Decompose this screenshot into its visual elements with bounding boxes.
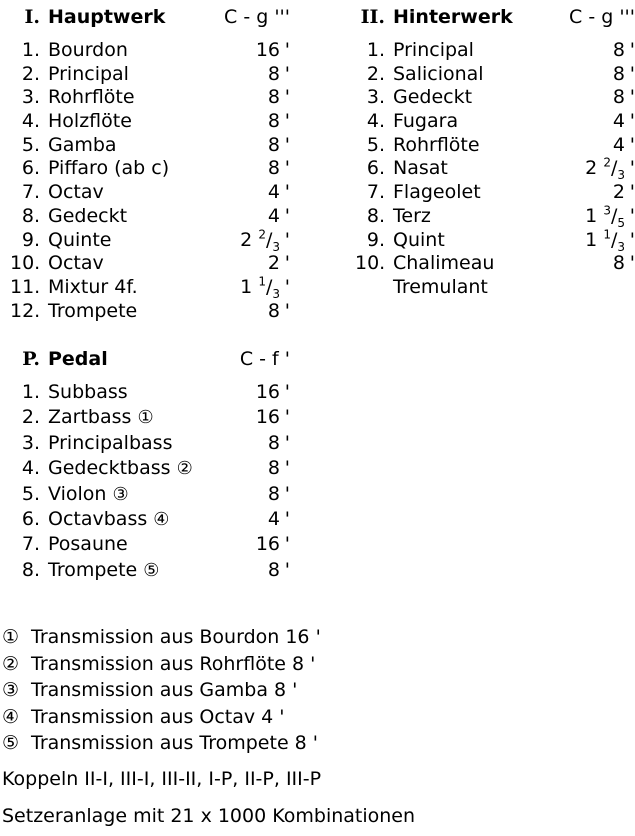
pitch-whole: 8 <box>612 86 625 109</box>
stop-row <box>10 405 290 430</box>
stop-number: 4. <box>366 110 385 133</box>
manual-hinterwerk <box>355 6 635 300</box>
feet-mark: ' <box>284 133 290 156</box>
stop-number: 5. <box>366 133 385 156</box>
stop-number: 2. <box>21 406 40 429</box>
feet-mark: ' <box>284 558 290 581</box>
stop-name-text: Tremulant <box>393 275 488 298</box>
stop-number: 12. <box>10 299 41 322</box>
stop-name <box>48 205 127 229</box>
stop-name <box>48 86 135 110</box>
footnote <box>2 704 321 731</box>
stop-number: 4. <box>21 110 40 133</box>
stop-row <box>10 86 290 110</box>
pitch-whole: 8 <box>267 482 280 505</box>
footnote-marker: ③ <box>2 679 20 701</box>
stop-name-text: Rohrflöte <box>393 133 480 156</box>
footnote-marker: ⑤ <box>2 732 20 754</box>
stop-name <box>48 507 169 532</box>
stop-number: 6. <box>21 157 40 180</box>
stop-number: 9. <box>366 228 385 251</box>
pitch-fraction <box>258 274 280 301</box>
stop-number: 5. <box>21 482 40 505</box>
pitch-fraction <box>603 203 625 230</box>
stop-name-text: Salicional <box>393 62 484 85</box>
stop-name <box>393 229 445 253</box>
pitch-whole: 2 <box>240 228 253 251</box>
stop-number: 2. <box>366 62 385 85</box>
manual-header <box>10 6 290 30</box>
pitch-fraction <box>603 156 625 183</box>
stop-row <box>10 431 290 456</box>
footnote-text: Transmission aus Octav 4 ' <box>31 705 285 728</box>
stop-name-text: Trompete <box>48 299 138 322</box>
stop-name-text: Octav <box>48 181 104 204</box>
stop-number: 3. <box>21 86 40 109</box>
manual-numeral: I. <box>24 6 40 28</box>
stop-pitch <box>268 507 280 532</box>
stop-pitch <box>268 181 280 205</box>
stop-name <box>393 39 474 63</box>
stop-name <box>48 110 132 134</box>
stop-name-text: Chalimeau <box>393 252 495 275</box>
feet-mark: ' <box>629 157 635 180</box>
pitch-whole: 16 <box>255 406 280 429</box>
pitch-whole: 8 <box>267 133 280 156</box>
stop-pitch <box>240 276 280 300</box>
stop-number: 8. <box>21 204 40 227</box>
stop-name <box>393 157 448 181</box>
pitch-whole: 4 <box>267 181 280 204</box>
manual-pedal <box>10 348 290 583</box>
feet-mark: ' <box>284 181 290 204</box>
pitch-whole: 8 <box>267 62 280 85</box>
manual-title: Pedal <box>48 348 108 370</box>
footnote <box>2 730 321 757</box>
feet-mark: ' <box>284 381 290 403</box>
transmission-marker: ⑤ <box>143 559 160 581</box>
fraction-slash: / <box>610 228 618 251</box>
stop-number: 6. <box>366 157 385 180</box>
stop-name-text: Fugara <box>393 110 459 133</box>
fraction-denominator: 3 <box>272 239 280 254</box>
stop-name-text: Flageolet <box>393 181 481 204</box>
fraction-slash: / <box>610 204 618 227</box>
couplers-line: Koppeln II-I, III-I, III-II, I-P, II-P, III-P <box>2 768 322 790</box>
stop-row <box>355 205 635 229</box>
stop-name-text: Posaune <box>48 533 128 556</box>
stop-pitch <box>256 39 280 63</box>
stop-pitch <box>613 110 625 134</box>
stop-row <box>10 157 290 181</box>
manual-title: Hinterwerk <box>393 6 513 28</box>
transmission-marker: ① <box>137 407 154 429</box>
stop-pitch <box>268 134 280 158</box>
stop-name <box>48 300 137 324</box>
stop-number: 6. <box>21 507 40 530</box>
stop-pitch <box>256 532 280 557</box>
stop-name-text: Quint <box>393 228 445 251</box>
stop-name <box>48 134 117 158</box>
stop-number: 7. <box>21 533 40 556</box>
stop-row <box>10 558 290 583</box>
feet-mark: ' <box>629 252 635 275</box>
stop-name-text: Trompete <box>48 558 138 581</box>
manual-header <box>355 6 635 30</box>
fraction-numerator: 2 <box>603 156 611 171</box>
feet-mark: ' <box>629 133 635 156</box>
footnote <box>2 677 321 704</box>
stop-row <box>355 157 635 181</box>
stop-pitch <box>613 134 625 158</box>
stop-pitch <box>268 110 280 134</box>
stop-row <box>355 63 635 87</box>
stop-name-text: Terz <box>393 204 431 227</box>
stop-name <box>48 456 193 481</box>
stop-name <box>393 110 458 134</box>
stop-name-text: Gedecktbass <box>48 457 171 480</box>
stop-pitch <box>268 157 280 181</box>
stop-name <box>393 276 488 300</box>
stop-number: 1. <box>21 381 40 403</box>
stop-name <box>48 276 138 300</box>
feet-mark: ' <box>284 39 290 61</box>
footnote <box>2 651 321 678</box>
stop-name <box>393 252 494 276</box>
stop-number: 11. <box>10 275 41 298</box>
pitch-whole: 8 <box>267 431 280 454</box>
fraction-numerator: 1 <box>603 227 611 242</box>
pitch-whole: 8 <box>612 62 625 85</box>
manual-header <box>10 348 290 372</box>
stop-pitch <box>613 39 625 63</box>
pitch-whole: 8 <box>267 86 280 109</box>
stop-name-text: Octavbass <box>48 507 148 530</box>
stop-number: 4. <box>21 457 40 480</box>
stop-name-text: Gamba <box>48 133 117 156</box>
stop-row <box>355 229 635 253</box>
fraction-denominator: 3 <box>617 239 625 254</box>
stop-row <box>355 134 635 158</box>
pitch-whole: 2 <box>612 181 625 204</box>
pitch-whole: 16 <box>255 381 280 403</box>
stop-pitch <box>268 252 280 276</box>
stop-name-text: Gedeckt <box>48 204 128 227</box>
stop-number: 5. <box>21 133 40 156</box>
feet-mark: ' <box>629 62 635 85</box>
stop-number: 9. <box>21 228 40 251</box>
pitch-whole: 4 <box>267 507 280 530</box>
stop-name <box>48 252 104 276</box>
pitch-fraction <box>603 227 625 254</box>
pitch-whole: 8 <box>267 110 280 133</box>
stop-number: 8. <box>21 558 40 581</box>
stop-pitch <box>240 229 280 253</box>
stop-row <box>10 63 290 87</box>
feet-mark: ' <box>284 431 290 454</box>
stop-pitch <box>268 63 280 87</box>
stop-name <box>393 134 480 158</box>
stop-pitch <box>268 205 280 229</box>
stop-name-text: Bourdon <box>48 39 128 61</box>
pitch-whole: 1 <box>585 204 598 227</box>
stop-pitch <box>613 181 625 205</box>
stop-row <box>10 532 290 557</box>
manual-title: Hauptwerk <box>48 6 166 28</box>
stop-pitch <box>268 482 280 507</box>
feet-mark: ' <box>629 181 635 204</box>
feet-mark: ' <box>284 157 290 180</box>
pitch-whole: 16 <box>255 39 280 61</box>
manual-compass: C - g ''' <box>224 6 290 28</box>
feet-mark: ' <box>629 110 635 133</box>
stop-pitch <box>256 405 280 430</box>
stop-pitch <box>268 558 280 583</box>
stop-name <box>48 431 172 456</box>
stop-number: 10. <box>10 252 41 275</box>
feet-mark: ' <box>284 252 290 275</box>
stop-row <box>10 507 290 532</box>
stop-pitch <box>585 205 625 229</box>
stop-name <box>393 205 431 229</box>
feet-mark: ' <box>284 482 290 505</box>
pitch-whole: 1 <box>585 228 598 251</box>
stop-row <box>10 134 290 158</box>
stop-row <box>355 110 635 134</box>
pitch-whole: 2 <box>267 252 280 275</box>
combination-system-line: Setzeranlage mit 21 x 1000 Kombinationen <box>2 805 416 827</box>
pitch-whole: 8 <box>267 299 280 322</box>
pitch-whole: 4 <box>267 204 280 227</box>
pitch-whole: 4 <box>612 133 625 156</box>
stop-pitch <box>268 431 280 456</box>
stop-row <box>355 39 635 63</box>
stop-number: 1. <box>366 39 385 61</box>
manual-numeral: P. <box>22 348 40 370</box>
pitch-fraction <box>258 227 280 254</box>
feet-mark: ' <box>284 457 290 480</box>
feet-mark: ' <box>284 228 290 251</box>
manual-compass: C - f ' <box>239 348 290 370</box>
pitch-whole: 8 <box>267 457 280 480</box>
feet-mark: ' <box>629 86 635 109</box>
stop-number: 7. <box>21 181 40 204</box>
feet-mark: ' <box>284 275 290 298</box>
stop-row <box>355 252 635 276</box>
footnote-marker: ② <box>2 652 20 675</box>
stop-number: 7. <box>366 181 385 204</box>
stop-name <box>48 482 129 507</box>
footnote-text: Transmission aus Trompete 8 ' <box>31 732 319 754</box>
stop-name <box>393 63 484 87</box>
fraction-denominator: 5 <box>617 215 625 230</box>
stop-row <box>10 110 290 134</box>
stop-row <box>10 39 290 63</box>
stop-name-text: Octav <box>48 252 104 275</box>
stop-name-text: Gedeckt <box>393 86 473 109</box>
stop-name <box>48 63 129 87</box>
stop-name <box>48 157 169 181</box>
fraction-slash: / <box>265 275 273 298</box>
stop-row <box>10 482 290 507</box>
feet-mark: ' <box>284 507 290 530</box>
stop-row <box>355 86 635 110</box>
fraction-numerator: 2 <box>258 227 266 242</box>
feet-mark: ' <box>284 86 290 109</box>
pitch-whole: 8 <box>612 252 625 275</box>
fraction-slash: / <box>610 157 618 180</box>
footnote-marker: ④ <box>2 705 20 728</box>
stop-row <box>355 181 635 205</box>
transmission-marker: ③ <box>112 483 129 505</box>
feet-mark: ' <box>284 110 290 133</box>
stop-row <box>10 380 290 405</box>
stop-pitch <box>613 252 625 276</box>
stop-pitch <box>268 86 280 110</box>
stop-row <box>10 229 290 253</box>
manual-numeral: II. <box>360 6 385 28</box>
pitch-whole: 8 <box>267 558 280 581</box>
stop-name-text: Subbass <box>48 381 128 403</box>
manual-compass: C - g ''' <box>569 6 635 28</box>
stop-name-text: Principal <box>393 39 474 61</box>
feet-mark: ' <box>284 204 290 227</box>
stop-name <box>48 39 128 63</box>
footnote <box>2 624 321 651</box>
stop-number: 1. <box>21 39 40 61</box>
fraction-numerator: 1 <box>258 274 266 289</box>
pitch-whole: 2 <box>585 157 598 180</box>
feet-mark: ' <box>284 406 290 429</box>
stop-name <box>48 380 128 405</box>
stop-name-text: Rohrflöte <box>48 86 135 109</box>
footnote-text: Transmission aus Rohrflöte 8 ' <box>31 652 316 675</box>
feet-mark: ' <box>629 204 635 227</box>
stop-pitch <box>613 63 625 87</box>
stop-name-text: Zartbass <box>48 406 132 429</box>
stop-name-text: Mixtur 4f. <box>48 275 138 298</box>
stop-name-text: Principalbass <box>48 431 173 454</box>
manual-hauptwerk <box>10 6 290 323</box>
fraction-denominator: 3 <box>617 168 625 183</box>
stop-row <box>355 276 635 300</box>
stop-row <box>10 252 290 276</box>
transmission-notes <box>2 624 321 757</box>
stop-number: 10. <box>355 252 386 275</box>
stop-row <box>10 276 290 300</box>
stop-name-text: Quinte <box>48 228 112 251</box>
stop-name-text: Principal <box>48 62 129 85</box>
stop-name <box>393 181 481 205</box>
stop-pitch <box>268 456 280 481</box>
stop-name <box>48 181 104 205</box>
stop-name <box>393 86 472 110</box>
stop-name-text: Violon <box>48 482 107 505</box>
stop-pitch <box>585 157 625 181</box>
stop-pitch <box>585 229 625 253</box>
fraction-denominator: 3 <box>272 286 280 301</box>
feet-mark: ' <box>284 299 290 322</box>
stop-pitch <box>268 300 280 324</box>
stop-name-text: Piffaro (ab c) <box>48 157 170 180</box>
stop-name <box>48 405 154 430</box>
fraction-slash: / <box>265 228 273 251</box>
footnote-marker: ① <box>2 626 20 648</box>
feet-mark: ' <box>284 533 290 556</box>
stop-number: 3. <box>366 86 385 109</box>
stop-name <box>48 229 111 253</box>
stop-name <box>48 532 128 557</box>
stop-row <box>10 456 290 481</box>
pitch-whole: 4 <box>612 110 625 133</box>
fraction-numerator: 3 <box>603 203 611 218</box>
feet-mark: ' <box>629 228 635 251</box>
pitch-whole: 8 <box>267 157 280 180</box>
stop-row <box>10 300 290 324</box>
stop-number: 8. <box>366 204 385 227</box>
footnote-text: Transmission aus Bourdon 16 ' <box>31 626 321 648</box>
pitch-whole: 1 <box>240 275 253 298</box>
stop-pitch <box>256 380 280 405</box>
stop-name-text: Nasat <box>393 157 448 180</box>
stop-row <box>10 205 290 229</box>
stop-name-text: Holzflöte <box>48 110 132 133</box>
pitch-whole: 16 <box>255 533 280 556</box>
transmission-marker: ② <box>176 458 193 480</box>
stop-name <box>48 558 159 583</box>
stop-row <box>10 181 290 205</box>
stop-number: 2. <box>21 62 40 85</box>
pitch-whole: 8 <box>612 39 625 61</box>
feet-mark: ' <box>629 39 635 61</box>
transmission-marker: ④ <box>153 508 170 530</box>
feet-mark: ' <box>284 62 290 85</box>
stop-number: 3. <box>21 431 40 454</box>
footnote-text: Transmission aus Gamba 8 ' <box>31 679 298 701</box>
stop-pitch <box>613 86 625 110</box>
